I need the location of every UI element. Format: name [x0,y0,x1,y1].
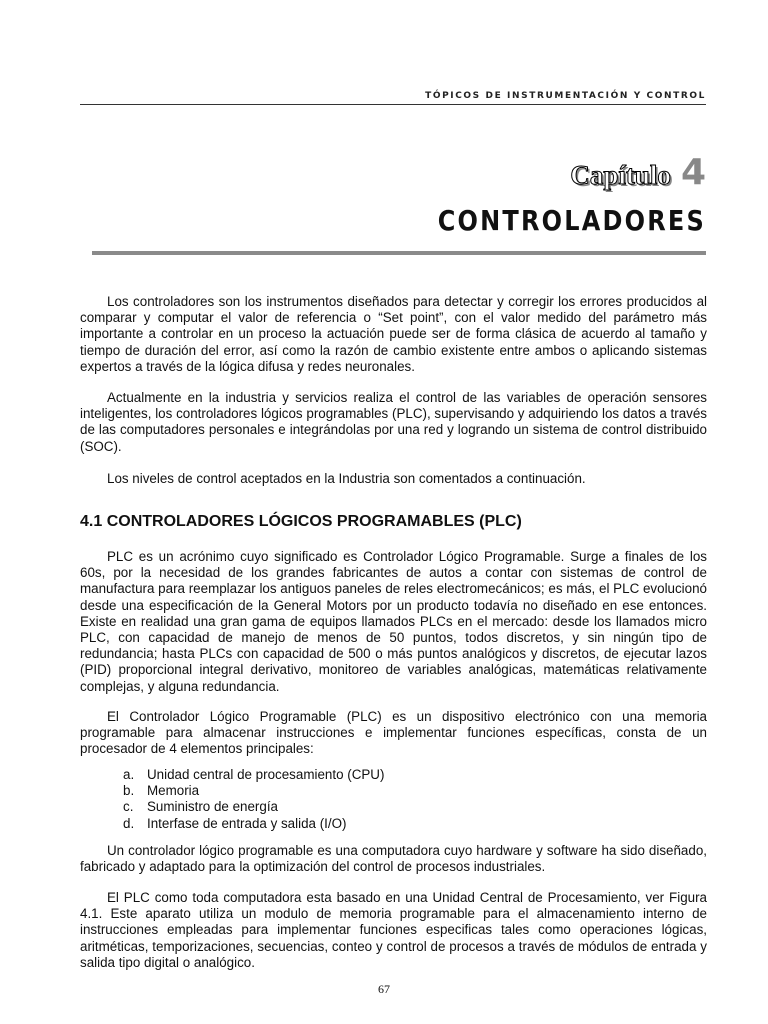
list-item-text: Interfase de entrada y salida (I/O) [147,815,347,831]
chapter-label [570,152,706,193]
section-paragraph: El Controlador Lógico Programable (PLC) es un dispositivo electrónico con una memoria programable para almacenar instrucciones e implementar funciones específicas, consta de un procesador de 4 elementos principales: [80,709,707,757]
list-item-text: Suministro de energía [147,799,279,815]
title-rule [92,251,706,255]
component-list [123,767,384,832]
list-item [123,816,384,832]
list-marker: b. [123,783,135,799]
intro-paragraph: Actualmente en la industria y servicios realiza el control de las variables de operación sensores inteligentes, los controladores lógicos programables (PLC), supervisando y adquiriendo los datos a través de las computadores personales e integrándolas por una red y logrando un sistema de control distribuido (SOC). [80,390,707,454]
list-item [123,783,384,799]
chapter-title: CONTROLADORES [437,204,706,238]
intro-paragraph-3-block [80,471,707,487]
section-paragraph: PLC es un acrónimo cuyo significado es Controlador Lógico Programable. Surge a finales de los 60s, por la necesidad de los grandes fabricantes de autos a contar con sistemas de control de manufactura para reemplazar los antiguos paneles de reles electromecánicos; es más, el PLC evolucionó desde una especificación de la General Motors por un producto todavía no diseñado en ese entonces. Existe en realidad una gran gama de equipos llamados PLCs en el mercado: desde los llamados micro PLC, con capacidad de manejo de menos de 50 puntos, todos discretos, y sin ningún tipo de redundancia; hasta PLCs con capacidad de 500 o más puntos analógicos y discretos, de ejecutar lazos (PID) proporcional integral derivativo, monitoreo de variables analógicas, matemáticas relativamente complejas, y alguna redundancia. [80,549,707,694]
list-item [123,799,384,815]
intro-paragraph: Los niveles de control aceptados en la Industria son comentados a continuación. [107,471,586,486]
intro-paragraph-2-block [80,390,707,455]
list-marker: a. [123,767,135,782]
chapter-word: Capítulo [570,160,671,190]
page-number: 67 [378,982,390,996]
list-marker: c. [123,799,134,815]
chapter-number: 4 [680,152,706,193]
list-item [123,767,384,783]
running-header: TÓPICOS DE INSTRUMENTACIÓN Y CONTROL [425,91,706,101]
header-rule [80,104,706,105]
closing-paragraph-1-block [80,843,707,875]
closing-paragraph: Un controlador lógico programable es una computadora cuyo hardware y software ha sido diseñado, fabricado y adaptado para la optimización del control de procesos industriales. [80,843,707,875]
closing-paragraph: El PLC como toda computadora esta basado en una Unidad Central de Procesamiento, ver Figura 4.1. Este aparato utiliza un modulo de memoria programable para el almacenamiento interno de instrucciones empleadas para implementar funciones especificas tales como operaciones lógicas, aritméticas, temporizaciones, secuencias, conteo y control de procesos a través de módulos de entrada y salida tipo digital o analógico. [80,890,707,970]
section-heading: 4.1 CONTROLADORES LÓGICOS PROGRAMABLES (PLC) [80,513,522,530]
list-item-text: Unidad central de procesamiento (CPU) [147,767,385,782]
intro-paragraph: Los controladores son los instrumentos diseñados para detectar y corregir los errores producidos al comparar y computar el valor de referencia o “Set point”, con el valor medido del parámetro más importante a controlar en un proceso la actuación puede ser de forma clásica de acuerdo al tamaño y tiempo de duración del error, así como la razón de cambio existente entre ambos o aplicando sistemas expertos a través de la lógica difusa y redes neuronales. [80,294,707,374]
intro-paragraph-1-block [80,294,707,375]
section-paragraph-2-block [80,709,707,758]
list-item-text: Memoria [147,783,200,799]
section-paragraph-1-block [80,549,707,695]
closing-paragraph-2-block [80,890,707,971]
list-marker: d. [123,815,135,831]
